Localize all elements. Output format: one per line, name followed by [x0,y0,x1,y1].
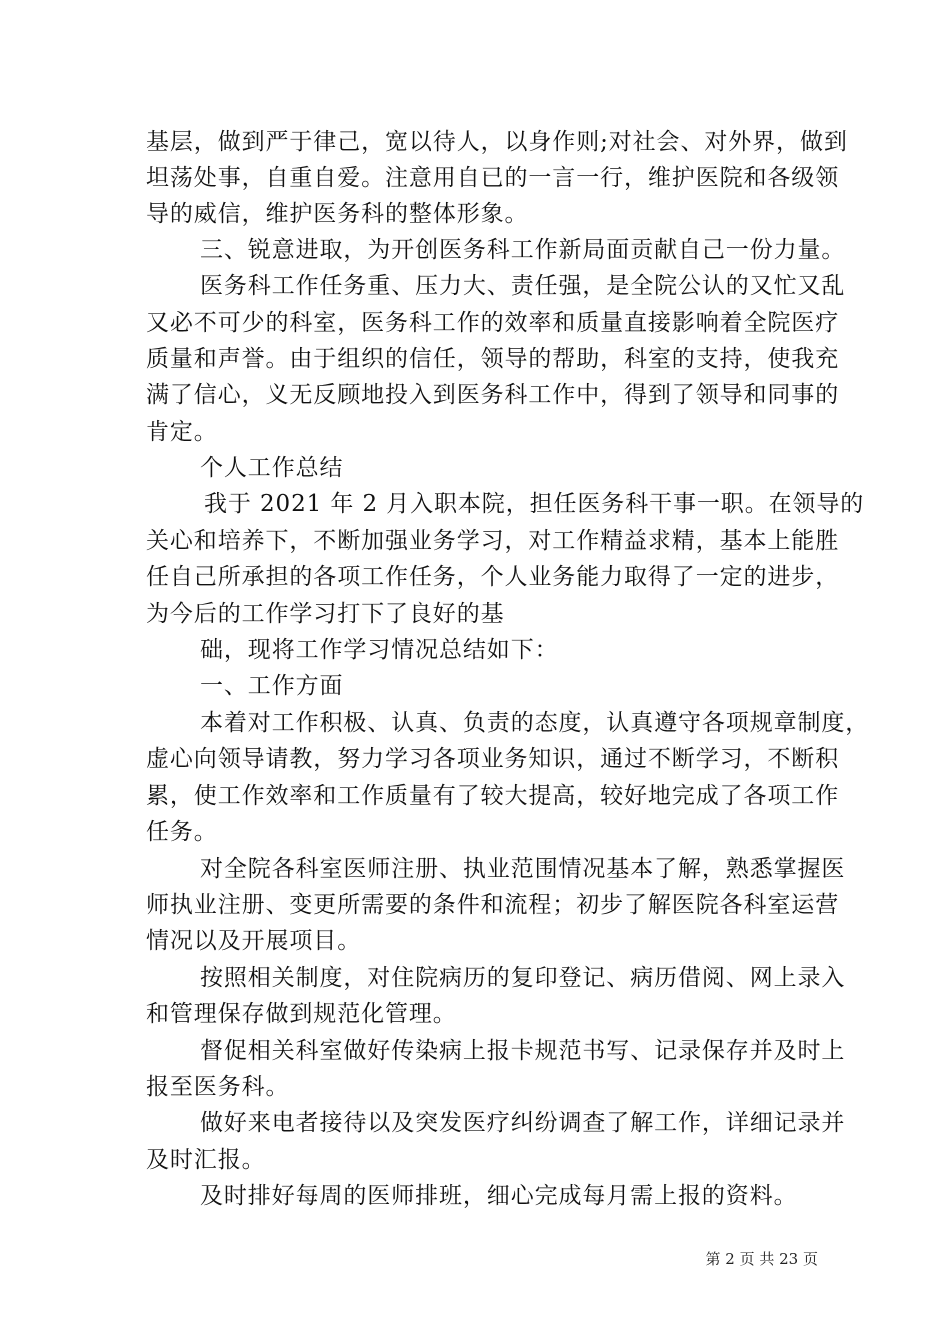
page-number: 第 2 页 共 23 页 [705,1250,818,1268]
document-subtitle: 个人工作总结 [200,455,344,481]
text-line: 任自己所承担的各项工作任务，个人业务能力取得了一定的进步， [146,564,840,590]
text-line: 肯定。 [146,419,218,445]
text-line: 及时汇报。 [146,1147,266,1173]
text-line: 对全院各科室医师注册、执业范围情况基本了解，熟悉掌握医 [200,856,846,882]
text-line: 又必不可少的科室，医务科工作的效率和质量直接影响着全院医疗 [146,310,840,336]
text-line: 本着对工作积极、认真、负责的态度，认真遵守各项规章制度， [200,710,870,736]
section-heading: 三、锐意进取，为开创医务科工作新局面贡献自己一份力量。 [200,237,846,263]
text-line: 导的威信，维护医务科的整体形象。 [146,201,529,227]
text-line: 做好来电者接待以及突发医疗纠纷调查了解工作，详细记录并 [200,1110,846,1136]
text-line: 督促相关科室做好传染病上报卡规范书写、记录保存并及时上 [200,1038,846,1064]
text-line: 础，现将工作学习情况总结如下： [200,637,559,663]
text-line: 和管理保存做到规范化管理。 [146,1001,457,1027]
text-line: 医务科工作任务重、压力大、责任强，是全院公认的又忙又乱 [200,273,846,299]
text-line: 报至医务科。 [146,1074,290,1100]
text-line: 按照相关制度，对住院病历的复印登记、病历借阅、网上录入 [200,965,846,991]
text-line: 基层，做到严于律己，宽以待人，以身作则;对社会、对外界，做到 [146,129,848,155]
text-line: 坦荡处事，自重自爱。注意用自已的一言一行，维护医院和各级领 [146,165,840,191]
text-line: 关心和培养下，不断加强业务学习，对工作精益求精，基本上能胜 [146,528,840,554]
section-heading: 一、工作方面 [200,673,344,699]
text-line: 我于 2021 年 2 月入职本院，担任医务科干事一职。在领导的 [204,491,865,517]
text-line: 任务。 [146,819,218,845]
text-line: 满了信心，义无反顾地投入到医务科工作中，得到了领导和同事的 [146,382,840,408]
text-line: 累，使工作效率和工作质量有了较大提高，较好地完成了各项工作 [146,783,840,809]
text-line: 为今后的工作学习打下了良好的基 [146,601,505,627]
text-line: 质量和声誉。由于组织的信任，领导的帮助，科室的支持，使我充 [146,346,840,372]
text-line: 情况以及开展项目。 [146,928,362,954]
text-line: 虚心向领导请教，努力学习各项业务知识，通过不断学习，不断积 [146,746,840,772]
text-line: 及时排好每周的医师排班，细心完成每月需上报的资料。 [200,1183,798,1209]
text-line: 师执业注册、变更所需要的条件和流程；初步了解医院各科室运营 [146,892,840,918]
